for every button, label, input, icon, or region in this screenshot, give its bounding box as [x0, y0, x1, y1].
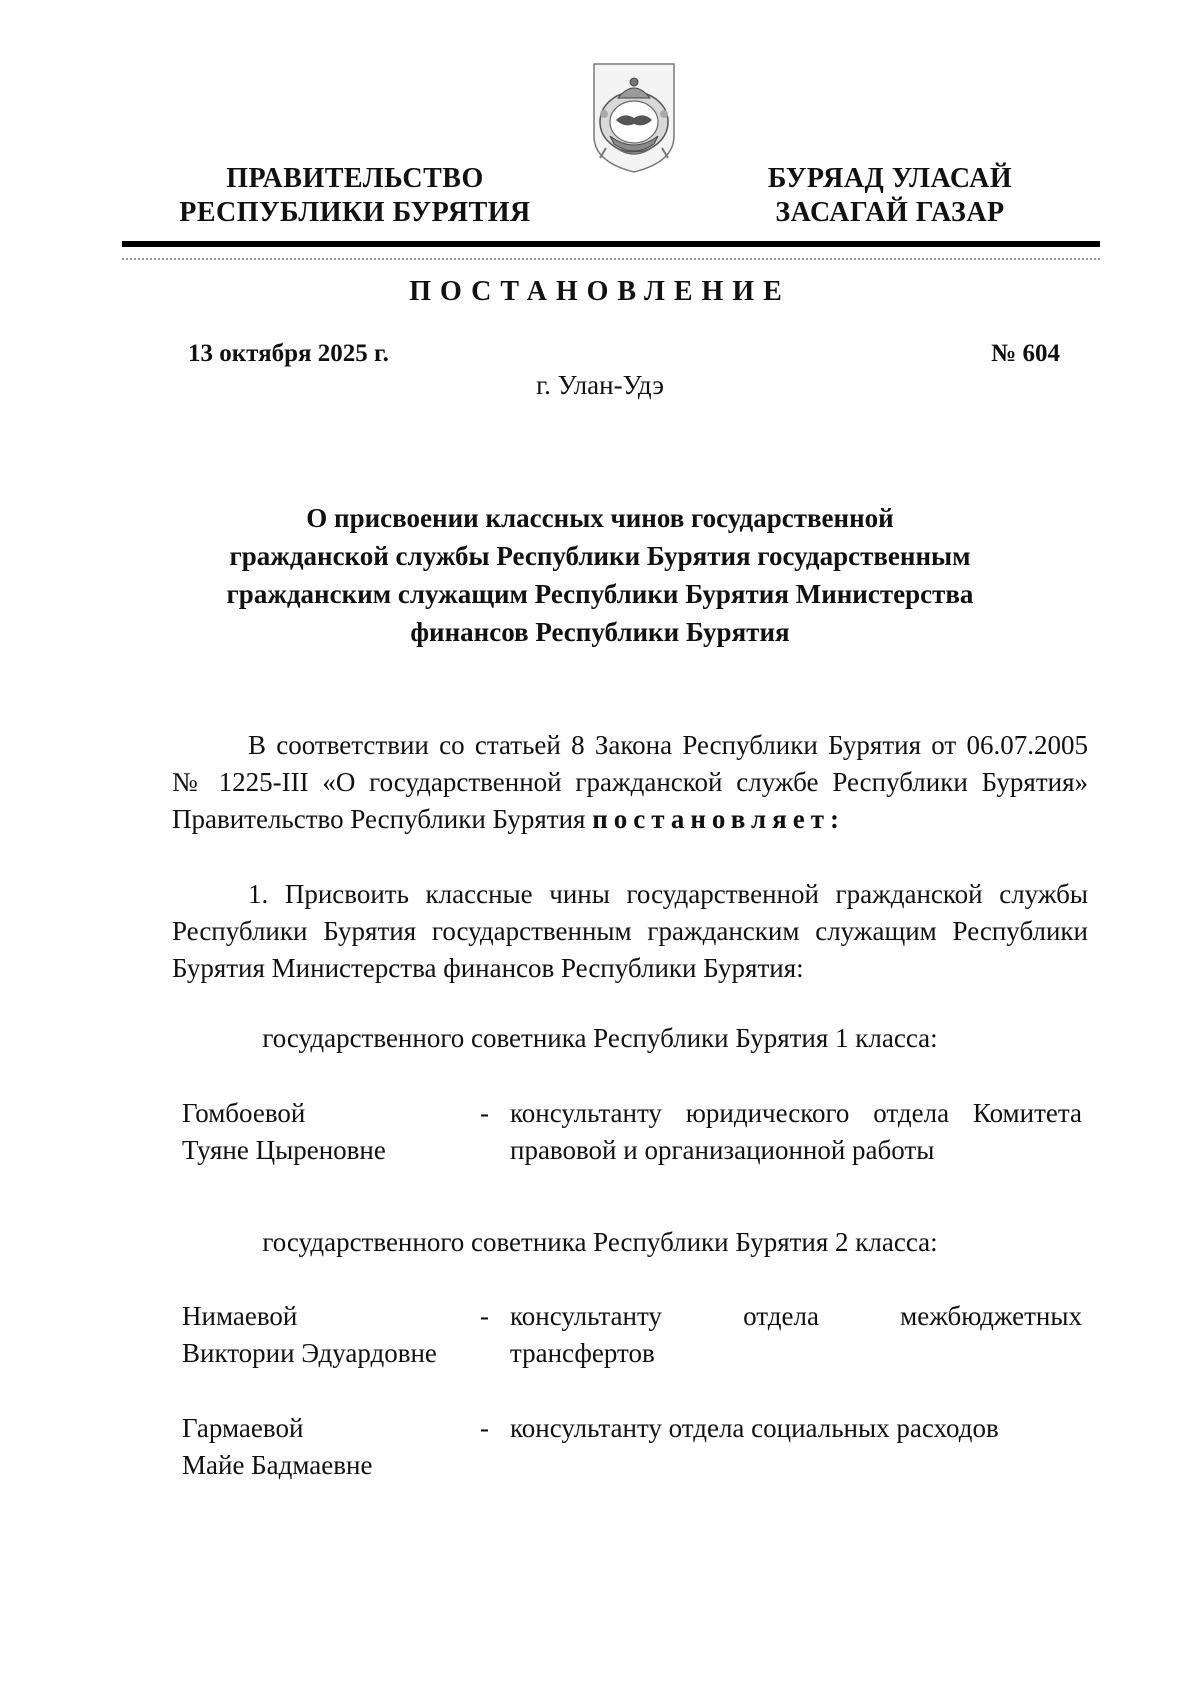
document-type: ПОСТАНОВЛЕНИЕ: [409, 276, 791, 307]
org-name-russian: [170, 162, 540, 230]
org-name-russian-line2: РЕСПУБЛИКИ БУРЯТИЯ: [179, 197, 531, 228]
rank-heading-class-2: государственного советника Республики Бурятия 2 класса:: [262, 1227, 938, 1257]
assignee-name: [182, 1095, 472, 1169]
document-date: 13 октября 2025 г.: [188, 340, 389, 367]
assignee-given-names: Туяне Цыреновне: [182, 1135, 386, 1165]
header-divider-thin: [122, 258, 1100, 260]
header-divider-thick: [122, 241, 1100, 247]
document-title-line: гражданской службы Республики Бурятия государственным: [229, 541, 971, 571]
assignee-dash: -: [480, 1098, 489, 1128]
assignee-position: консультанту отдела социальных расходов: [510, 1413, 999, 1443]
document-title: [170, 499, 1030, 651]
item-1-paragraph: 1. Присвоить классные чины государственной гражданской службы Республики Бурятия государственным гражданским служащим Республики Бурятия Министерства финансов Республики Бурятия:: [172, 879, 1088, 983]
document-city: г. Улан-Удэ: [536, 370, 664, 400]
org-name-buryat-line1: БУРЯАД УЛАСАЙ: [767, 163, 1013, 194]
document-number: № 604: [991, 340, 1060, 367]
assignee-surname: Гармаевой: [182, 1413, 304, 1443]
assignee-surname: Нимаевой: [182, 1301, 298, 1331]
rank-heading-class-1: государственного советника Республики Бурятия 1 класса:: [262, 1023, 938, 1053]
assignee-dash: -: [480, 1413, 489, 1443]
preamble-decree-verb: постановляет:: [592, 804, 845, 834]
assignee-position: консультанту отдела межбюджетных трансфертов: [510, 1301, 1082, 1368]
document-title-line: гражданским служащим Республики Бурятия Министерства: [226, 579, 974, 609]
assignee-surname: Гомбоевой: [182, 1098, 306, 1128]
document-title-line: финансов Республики Бурятия: [410, 617, 790, 647]
org-name-russian-line1: ПРАВИТЕЛЬСТВО: [226, 163, 484, 194]
assignee-name: [182, 1298, 472, 1372]
preamble-text: В соответствии со статьей 8 Закона Республики Бурятия от 06.07.2005 № 1225-III «О государственной гражданской службе Республики Бурятия» Правительство Республики Бурятия: [172, 730, 1088, 834]
document-title-line: О присвоении классных чинов государственной: [306, 503, 894, 533]
preamble-paragraph: [172, 727, 1088, 838]
coat-of-arms-icon: [588, 58, 680, 176]
org-name-buryat-line2: ЗАСАГАЙ ГАЗАР: [775, 197, 1005, 228]
assignee-given-names: Майе Бадмаевне: [182, 1450, 373, 1480]
assignee-given-names: Виктории Эдуардовне: [182, 1338, 437, 1368]
assignee-dash: -: [480, 1301, 489, 1331]
assignee-name: [182, 1410, 472, 1484]
org-name-buryat: [740, 162, 1040, 230]
assignee-position: консультанту юридического отдела Комитета правовой и организационной работы: [510, 1098, 1082, 1165]
